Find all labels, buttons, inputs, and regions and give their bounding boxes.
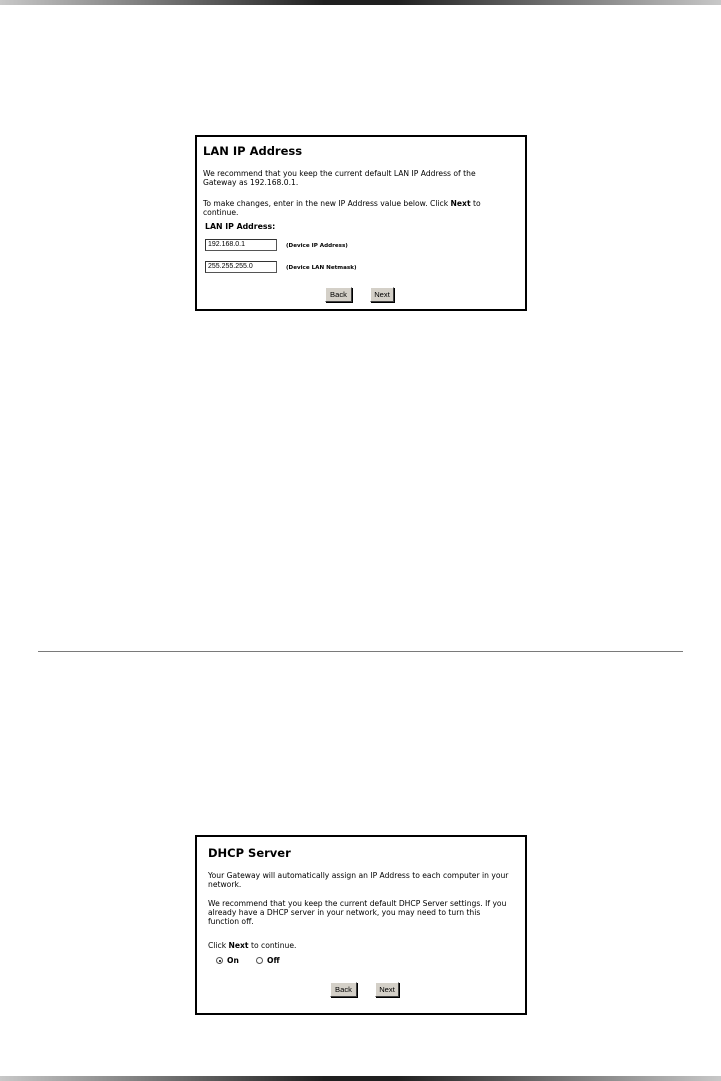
lan-instruction-prefix: To make changes, enter in the new IP Address value below. Click: [203, 199, 451, 208]
device-lan-netmask-hint: (Device LAN Netmask): [286, 265, 357, 271]
dhcp-server-panel: [195, 835, 527, 1015]
dhcp-continue-suffix: to continue.: [248, 941, 297, 950]
lan-ip-panel: [195, 135, 527, 311]
dhcp-off-radio[interactable]: [256, 957, 263, 964]
dhcp-off-label: Off: [267, 956, 280, 965]
lan-ip-field-label: LAN IP Address:: [205, 222, 276, 231]
dhcp-back-button[interactable]: Back: [330, 982, 357, 997]
bottom-decorative-bar: [0, 1076, 721, 1081]
section-divider: [38, 651, 683, 652]
lan-back-button[interactable]: Back: [325, 287, 352, 302]
dhcp-continue-text: [208, 941, 513, 950]
lan-instruction-text: [203, 199, 515, 217]
device-ip-address-hint: (Device IP Address): [286, 243, 348, 249]
dhcp-intro-text: Your Gateway will automatically assign an IP Address to each computer in your network.: [208, 871, 509, 889]
dhcp-on-option[interactable]: [216, 956, 239, 965]
dhcp-on-radio[interactable]: [216, 957, 223, 964]
device-lan-netmask-input[interactable]: 255.255.255.0: [205, 261, 277, 273]
lan-instruction-next: Next: [450, 199, 471, 208]
lan-next-button[interactable]: Next: [370, 287, 394, 302]
dhcp-panel-title: DHCP Server: [208, 846, 291, 860]
dhcp-next-button[interactable]: Next: [375, 982, 399, 997]
dhcp-off-option[interactable]: [256, 956, 280, 965]
lan-intro-text: We recommend that you keep the current default LAN IP Address of the Gateway as 192.168.0.1.: [203, 169, 476, 187]
dhcp-on-label: On: [227, 956, 239, 965]
dhcp-continue-next: Next: [228, 941, 249, 950]
device-ip-address-input[interactable]: 192.168.0.1: [205, 239, 277, 251]
dhcp-continue-prefix: Click: [208, 941, 229, 950]
lan-instruction-suffix: to continue.: [203, 199, 481, 217]
lan-panel-title: LAN IP Address: [203, 144, 303, 158]
dhcp-recommend-text: We recommend that you keep the current default DHCP Server settings. If you already have a DHCP server in your network, you may need to turn this function off.: [208, 899, 507, 926]
top-decorative-bar: [0, 0, 721, 5]
